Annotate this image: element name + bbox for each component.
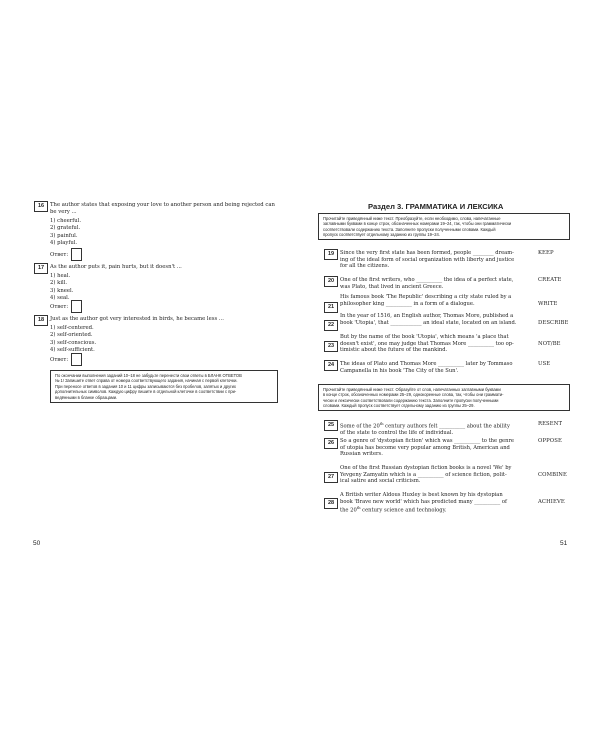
item-27-text — [340, 465, 528, 485]
text-line: Russian writers. — [340, 451, 383, 458]
question-17-stem — [50, 264, 182, 271]
item-number-24: 24 — [324, 360, 338, 371]
instruction-line: Прочитайте приведённый ниже текст. Преобразуйте, если необходимо, слова, напечатанные — [323, 216, 501, 221]
page-number: 51 — [560, 540, 568, 547]
keyword-23: NOT/BE — [538, 341, 561, 347]
keyword-25: RESENT — [538, 421, 563, 427]
instruction-line: словами. Каждый пропуск соответствует отдельному заданию из группы 25–29. — [323, 402, 475, 408]
text-line: Since the very first state has been formed, people ________ dream- — [340, 250, 514, 256]
item-22-text — [340, 313, 528, 326]
text-line: book 'Brave new world' which has predicted many __________ of — [340, 498, 507, 505]
option-4: 4) playful. — [50, 240, 78, 247]
answer-box[interactable] — [71, 248, 82, 261]
stem-line: As the author puts it, pain hurts, but it doesn't ... — [50, 264, 182, 270]
item-21-text — [340, 294, 528, 307]
instruction-line: заглавными буквами в конце строк, обозначенных номерами 19–24, так, чтобы они грамматически — [323, 221, 512, 227]
text-line: of the state to control the life of individual. — [340, 430, 454, 437]
option-1: 1) heal. — [50, 273, 71, 279]
option-2: 2) grateful. — [50, 225, 81, 232]
item-number-21: 21 — [324, 302, 338, 313]
keyword-28: ACHIEVE — [538, 499, 565, 505]
item-number-23: 23 — [324, 341, 338, 352]
option-2: 2) kill. — [50, 280, 68, 287]
item-number-20: 20 — [324, 276, 338, 287]
instruction-line: Прочитайте приведённый ниже текст. Образуйте от слов, напечатанных заглавными буквами — [323, 387, 501, 392]
item-number-25: 25 — [324, 420, 338, 431]
answer-label: Ответ: — [50, 356, 69, 363]
text-line: philosopher king __________ in a form of a dialogue. — [340, 300, 475, 307]
question-16-stem — [50, 202, 275, 216]
keyword-19: KEEP — [538, 250, 554, 256]
item-23-text — [340, 334, 528, 354]
option-4: 4) self-sufficient. — [50, 347, 95, 354]
keyword-20: CREATE — [538, 277, 562, 283]
text-line: was Plato, that lived in ancient Greece. — [340, 283, 444, 290]
text-line: for all the citizens. — [340, 263, 390, 270]
note-line: дополнительных символов. Каждую цифру пишите в отдельной клеточке в соответствии с при- — [55, 389, 237, 395]
item-number-27: 27 — [324, 472, 338, 483]
question-16-options — [50, 218, 81, 248]
keyword-24: USE — [538, 361, 551, 367]
keyword-21: WRITE — [538, 301, 558, 307]
answer-box[interactable] — [71, 353, 82, 366]
question-18-options — [50, 325, 96, 355]
item-20-text — [340, 277, 528, 290]
instructions-19-24 — [318, 213, 570, 240]
stem-line: be very ... — [50, 209, 77, 216]
item-26-text — [340, 438, 528, 458]
transfer-answers-note — [50, 370, 278, 403]
question-18-answer — [50, 353, 82, 366]
keyword-27: COMBINE — [538, 472, 568, 478]
note-line: По окончании выполнения заданий 10–18 не забудьте перенести свои ответы в БЛАНК ОТВЕТОВ — [55, 373, 242, 378]
option-3: 3) kneel. — [50, 287, 74, 294]
text-line: One of the first writers, who __________ the idea of a perfect state, — [340, 277, 514, 283]
text-line: His famous book 'The Republic' describing a city state ruled by a — [340, 294, 512, 300]
text-line: doesn't exist', one may judge that Thomas More __________ too op- — [340, 340, 514, 347]
section-title: Раздел 3. ГРАММАТИКА И ЛЕКСИКА — [368, 202, 504, 211]
option-1: 1) cheerful. — [50, 218, 82, 224]
question-17-options — [50, 273, 73, 303]
option-1: 1) self-centered. — [50, 325, 94, 331]
option-3: 3) self-conscious. — [50, 339, 97, 346]
keyword-22: DESCRIBE — [538, 320, 569, 326]
instruction-line: в конце строк, обозначенных номерами 25–29, однокоренные слова, так, чтобы они граммати- — [323, 392, 504, 398]
text-line: timistic about the future of the mankind. — [340, 347, 448, 354]
item-19-text — [340, 250, 528, 270]
item-number-28: 28 — [324, 498, 338, 509]
text-line: ing of the ideal form of social organization with liberty and justice — [340, 256, 515, 263]
text-line: One of the first Russian dystopian fiction books is a novel 'We' by — [340, 465, 512, 471]
note-line: ведёнными в бланке образцами. — [55, 394, 118, 400]
stem-line: The author states that exposing your love to another person and being rejected can — [50, 202, 275, 208]
question-18-stem — [50, 316, 224, 323]
text-line: But by the name of the book 'Utopia', which means 'a place that — [340, 334, 509, 340]
text-line: So a genre of 'dystopian fiction' which was __________ to the genre — [340, 438, 514, 444]
item-24-text — [340, 361, 528, 374]
item-28-text — [340, 492, 528, 515]
answer-box[interactable] — [71, 300, 82, 313]
option-3: 3) painful. — [50, 232, 78, 239]
text-line: The ideas of Plato and Thomas More __________ later by Tommaso — [340, 361, 513, 367]
answer-label: Ответ: — [50, 303, 69, 310]
text-line: book 'Utopia', that ____________ an ideal state, located on an island. — [340, 319, 517, 326]
text-line: A British writer Aldous Huxley is best known by his dystopian — [340, 492, 503, 498]
text-line: the 20th century science and technology. — [340, 506, 447, 515]
instruction-line: чески и лексически соответствовали содержанию текста. Заполните пропуски полученными — [323, 397, 499, 403]
question-number-17: 17 — [34, 263, 48, 274]
text-line: ical satire and social criticism. — [340, 478, 421, 485]
stem-line: Just as the author got very interested in birds, he became less ... — [50, 316, 224, 322]
instruction-line: пропуск соответствует отдельному заданию из группы 19–24. — [323, 231, 440, 237]
answer-label: Ответ: — [50, 251, 69, 258]
keyword-26: OPPOSE — [538, 438, 562, 444]
instructions-25-29 — [318, 384, 570, 411]
question-16-answer — [50, 248, 82, 261]
question-17-answer — [50, 300, 82, 313]
note-line: При переносе ответов в задания 10 и 11 цифры записываются без пробелов, запятых и других — [55, 383, 236, 389]
page-number: 50 — [33, 540, 41, 547]
item-number-22: 22 — [324, 320, 338, 331]
instruction-line: соответствовали содержанию текста. Заполните пропуски полученными словами. Каждый — [323, 226, 496, 232]
text-line: In the year of 1516, an English author, Thomas More, published a — [340, 313, 514, 319]
item-number-19: 19 — [324, 249, 338, 260]
option-4: 4) seal. — [50, 295, 70, 302]
text-line: of utopia has become very popular among British, American and — [340, 444, 510, 451]
text-line: Yevgeny Zamyatin which is a __________ of science fiction, polit- — [340, 471, 507, 478]
text-line: Some of the 20th century authors felt __________ about the ability — [340, 422, 510, 430]
text-line: Campanella in his book 'The City of the Sun'. — [340, 367, 459, 374]
item-25-text — [340, 421, 528, 437]
option-2: 2) self-oriented. — [50, 332, 93, 339]
note-line: № 1! Запишите ответ справа от номера соответствующего задания, начиная с первой клеточки. — [55, 378, 238, 384]
question-number-18: 18 — [34, 315, 48, 326]
item-number-26: 26 — [324, 438, 338, 449]
question-number-16: 16 — [34, 201, 48, 212]
right-page — [300, 0, 600, 750]
